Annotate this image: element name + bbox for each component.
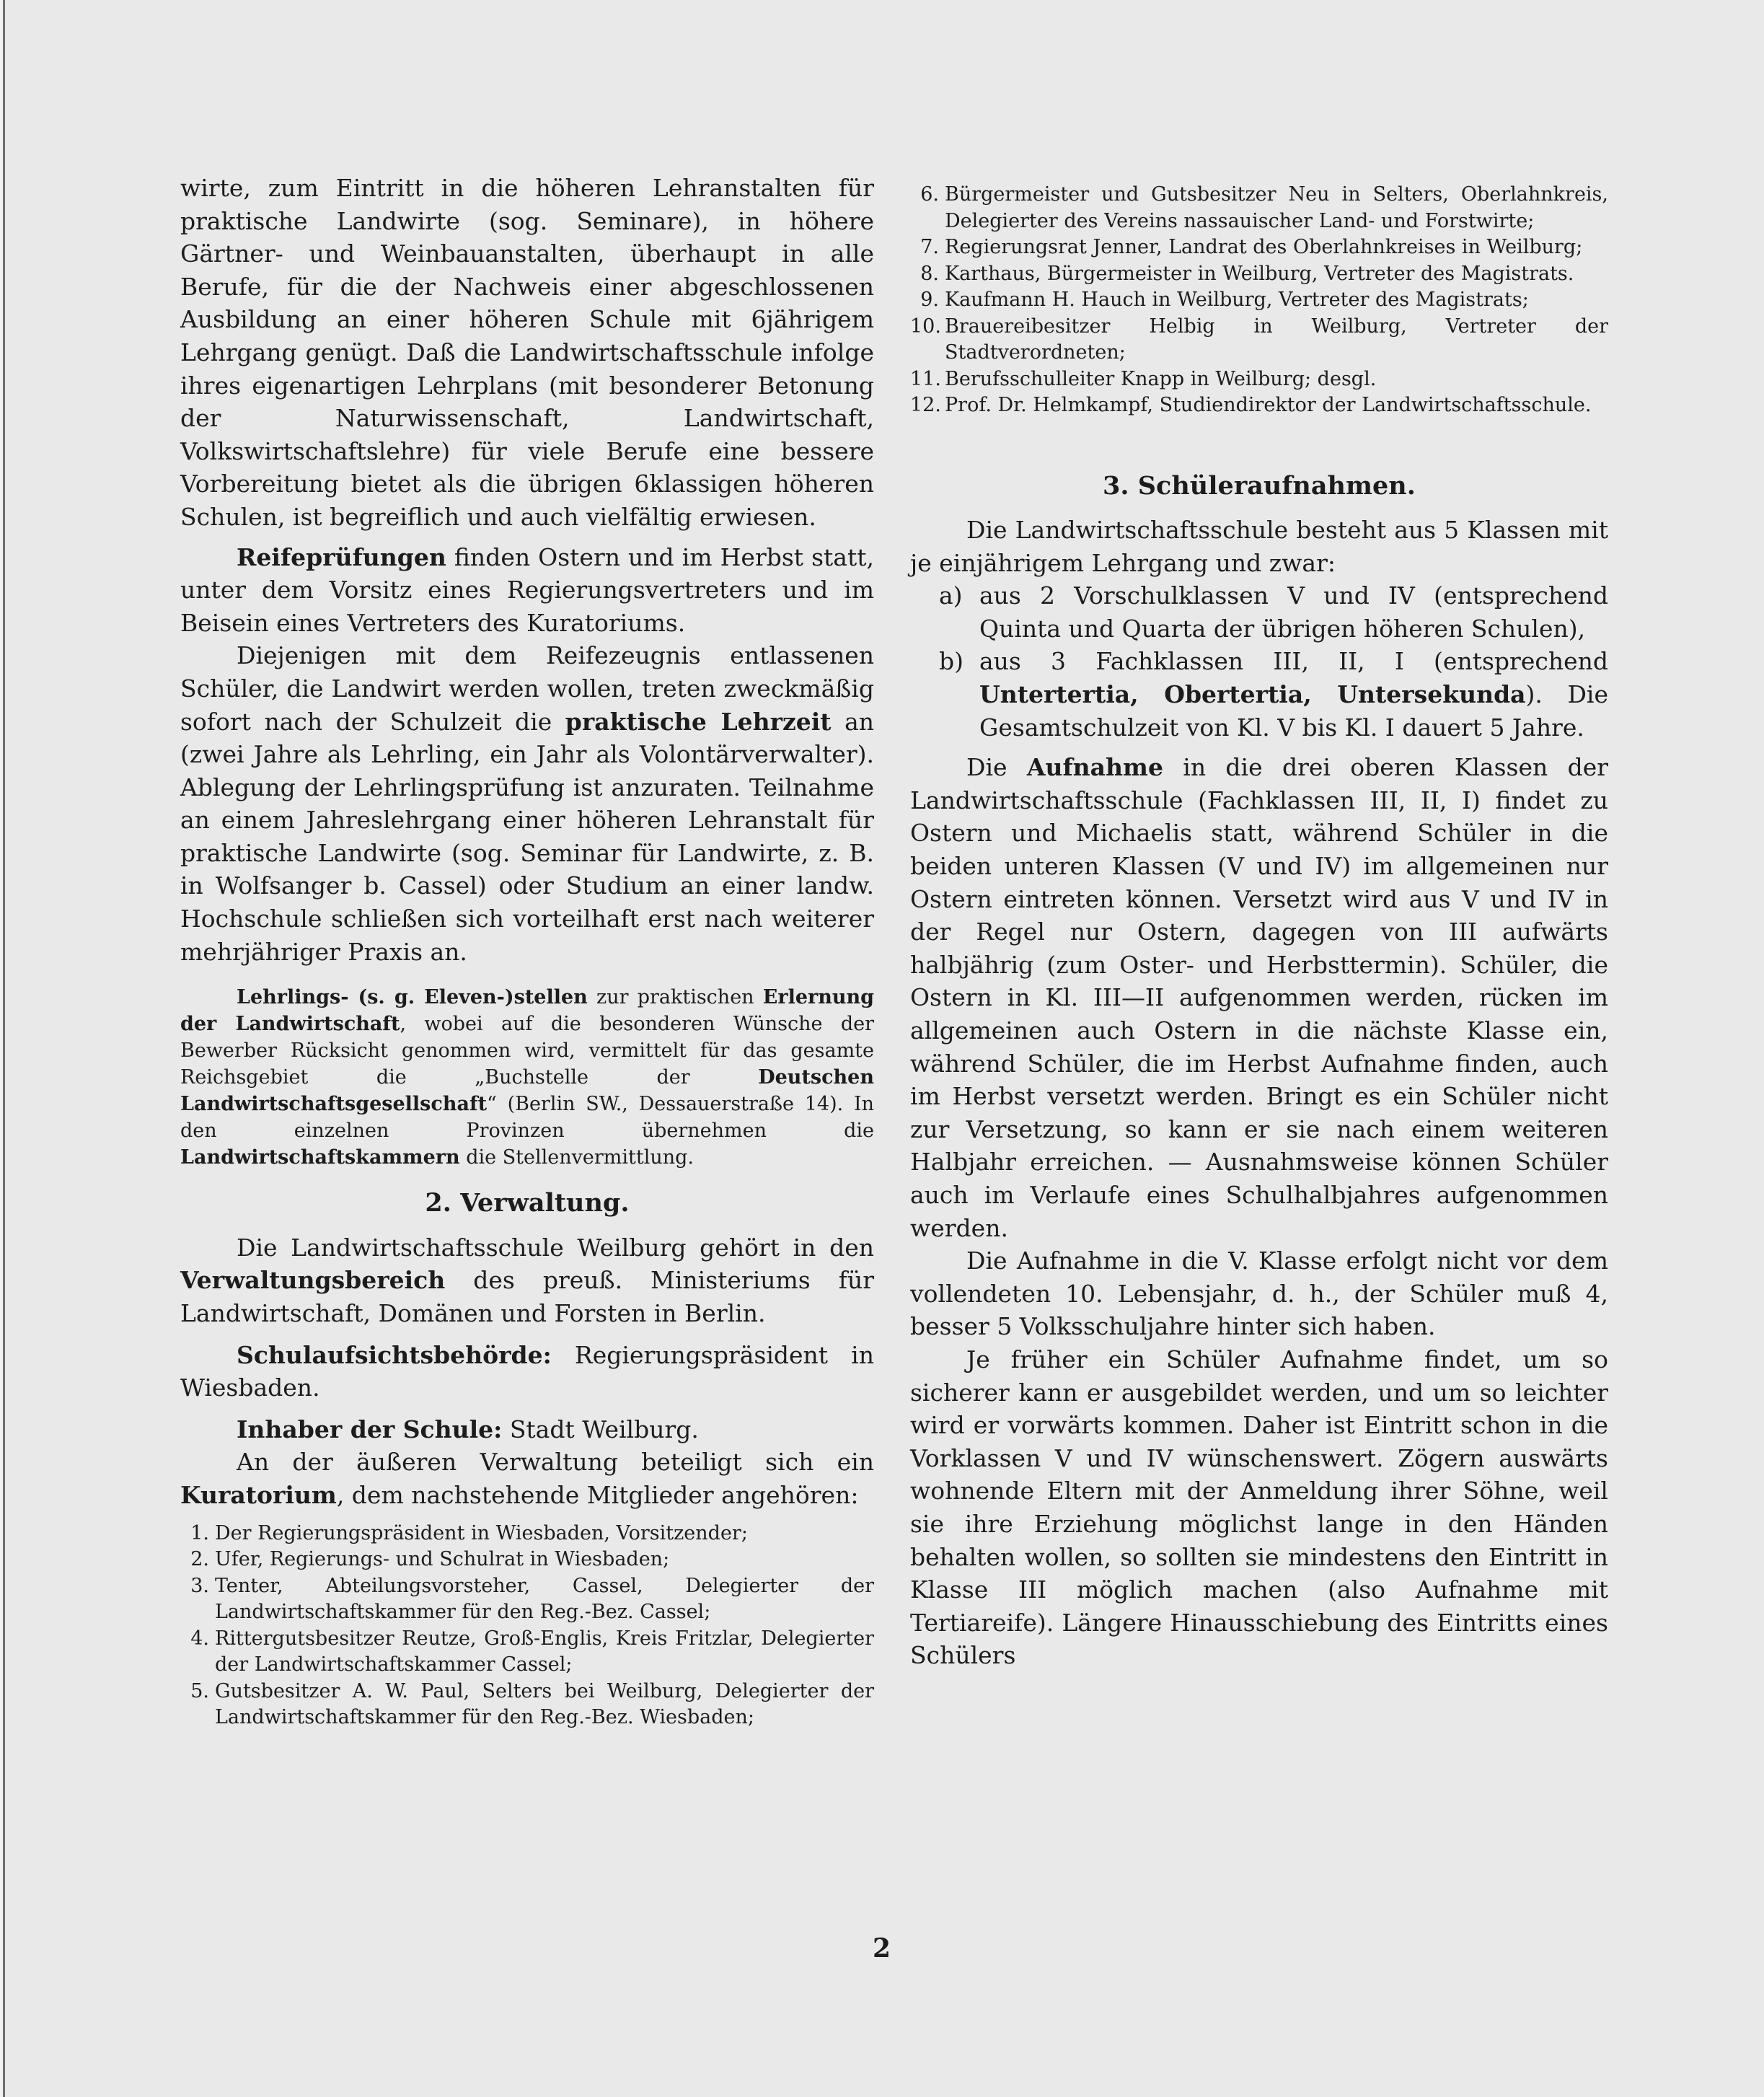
member-text: Bürgermeister und Gutsbesitzer Neu in Selters, Oberlahnkreis, Delegierter des Vereins nassauischer Land- und Forstwirte;	[945, 183, 1608, 232]
class-names-term: Untertertia, Obertertia, Untersekunda	[979, 680, 1526, 709]
member-list-item	[910, 234, 1608, 261]
inhaber-paragraph	[180, 1413, 874, 1446]
member-number: 1.	[190, 1521, 209, 1544]
member-list-right	[910, 182, 1608, 419]
member-list-item	[910, 182, 1608, 234]
member-number: 2.	[190, 1548, 209, 1571]
member-text: Brauereibesitzer Helbig in Weilburg, Vertreter der Stadtverordneten;	[945, 315, 1608, 364]
member-number: 8.	[920, 262, 939, 285]
member-text: Tenter, Abteilungsvorsteher, Cassel, Delegierter der Landwirtschaftskammer für den Reg.-Bez. Cassel;	[215, 1574, 874, 1624]
member-list-item	[910, 392, 1608, 419]
member-number: 12.	[910, 394, 941, 416]
lehrlingsstellen-paragraph	[180, 984, 874, 1171]
member-text: Kaufmann H. Hauch in Weilburg, Vertreter des Magistrats;	[945, 289, 1529, 311]
member-list-item	[910, 314, 1608, 366]
member-text: Regierungsrat Jenner, Landrat des Oberlahnkreises in Weilburg;	[945, 236, 1583, 258]
section-heading-schueleraufnahmen: 3. Schüleraufnahmen.	[1103, 470, 1416, 501]
reifepruefungen-text: finden Ostern und im Herbst statt, unter dem Vorsitz eines Regierungsvertreters und im Beisein eines Vertreters des Kuratoriums.	[180, 542, 874, 637]
member-number: 10.	[910, 315, 941, 338]
aufnahme-text-2: in die drei oberen Klassen der Landwirtschaftsschule (Fachklassen III, II, I) findet zu Ostern und Michaelis statt, während Schüler in die beiden unteren Klassen (V und IV) im allgemeinen nur Ostern eintreten können. Versetzt wird aus V und IV in der Regel nur Ostern, dagegen von III aufwärts halbjährig (zum Oster- und Herbsttermin). Schüler, die Ostern in Kl. III—II aufgenommen werden, rücken im allgemeinen auch Ostern in die nächste Klasse ein, während Schüler, die im Herbst Aufnahme finden, auch im Herbst versetzt werden. Bringt es ein Schüler nicht zur Versetzung, so kann er sie nach einem weiteren Halbjahr erreichen. — Ausnahmsweise können Schüler auch im Verlaufe eines Schulhalbjahres aufgenommen werden.	[910, 753, 1608, 1242]
page-edge-shadow	[3, 0, 5, 2097]
erlernung-term: Erlernung der Landwirtschaft	[180, 986, 875, 1036]
member-list-item	[180, 1547, 874, 1573]
reifepruefungen-paragraph	[180, 541, 874, 640]
inhaber-term: Inhaber der Schule:	[237, 1415, 503, 1443]
member-list-item	[180, 1573, 874, 1626]
inhaber-text: Stadt Weilburg.	[502, 1415, 699, 1443]
kuratorium-text-2: , dem nachstehende Mitglieder angehören:	[336, 1481, 859, 1509]
schulaufsicht-paragraph	[180, 1339, 874, 1404]
lehrzeit-text-2: an (zwei Jahre als Lehrling, ein Jahr als Volontärverwalter). Ablegung der Lehrlingsprüfung ist anzuraten. Teilnahme an einem Jahreslehrgang einer höheren Lehranstalt für praktische Landwirte (sog. Seminar für Landwirte, z. B. in Wolfsanger b. Cassel) oder Studium an einer landw. Hochschule schließen sich vorteilhaft erst nach weiterer mehrjähriger Praxis an.	[180, 707, 875, 966]
member-list-item	[180, 1521, 874, 1547]
lehrlingsstellen-text-2: , wobei auf die besonderen Wünsche der Bewerber Rücksicht genommen wird, vermittelt für das gesamte Reichsgebiet die „Buchstelle der	[180, 1013, 875, 1089]
class-item-text-1: aus 3 Fachklassen III, II, I (entsprechend	[979, 647, 1608, 676]
member-list-item	[180, 1679, 874, 1731]
member-text: Karthaus, Bürgermeister in Weilburg, Vertreter des Magistrats.	[945, 262, 1574, 285]
intro-paragraph: wirte, zum Eintritt in die höheren Lehranstalten für praktische Landwirte (sog. Seminare), in höhere Gärtner- und Weinbauanstalten, überhaupt in alle Berufe, für die der Nachweis einer abgeschlossenen Ausbildung an einer höheren Schule mit 6jährigem Lehrgang genügt. Daß die Landwirtschaftsschule infolge ihres eigenartigen Lehrplans (mit besonderer Betonung der Naturwissenschaft, Landwirtschaft, Volkswirtschaftslehre) für viele Berufe eine bessere Vorbereitung bietet als die übrigen 6klassigen höheren Schulen, ist begreiflich und auch vielfältig erwiesen.	[180, 174, 874, 531]
klassen-intro-paragraph: Die Landwirtschaftsschule besteht aus 5 Klassen mit je einjährigem Lehrgang und zwar:	[910, 516, 1608, 577]
member-list-item	[180, 1626, 874, 1679]
member-number: 5.	[190, 1679, 209, 1702]
member-list-item	[910, 366, 1608, 393]
member-text: Berufsschulleiter Knapp in Weilburg; desgl.	[945, 367, 1377, 390]
left-column	[180, 172, 874, 1731]
klasse-v-paragraph: Die Aufnahme in die V. Klasse erfolgt nicht vor dem vollendeten 10. Lebensjahr, d. h., der Schüler muß 4, besser 5 Volksschuljahre hinter sich haben.	[910, 1247, 1608, 1341]
schulaufsicht-text: Regierungspräsident in Wiesbaden.	[180, 1340, 874, 1402]
schulaufsicht-term: Schulaufsichtsbehörde:	[237, 1340, 552, 1369]
lehrzeit-text-1: Diejenigen mit dem Reifezeugnis entlassenen Schüler, die Landwirt werden wollen, treten zweckmäßig sofort nach der Schulzeit die	[180, 641, 874, 736]
class-item-text: aus 2 Vorschulklassen V und IV (entsprechend Quinta und Quarta der übrigen höheren Schulen),	[979, 581, 1608, 643]
lehrlingsstellen-text-4: die Stellenvermittlung.	[459, 1146, 694, 1169]
aufnahme-paragraph	[910, 751, 1608, 1244]
class-item-a	[910, 579, 1608, 645]
frueher-paragraph: Je früher ein Schüler Aufnahme findet, um so sicherer kann er ausgebildet werden, und um so leichter wird er vorwärts kommen. Daher ist Eintritt schon in die Vorklassen V und IV wünschenswert. Zögern auswärts wohnende Eltern mit der Anmeldung ihrer Söhne, weil sie ihre Erziehung möglichst lange in den Händen behalten wollen, so sollten sie mindestens den Eintritt in Klasse III möglich machen (also Aufnahme mit Tertiareife). Längere Hinausschiebung des Eintritts eines Schülers	[910, 1345, 1608, 1670]
member-text: Der Regierungspräsident in Wiesbaden, Vorsitzender;	[215, 1521, 748, 1544]
section-heading-verwaltung: 2. Verwaltung.	[425, 1188, 630, 1218]
member-number: 9.	[920, 289, 939, 311]
member-text: Ufer, Regierungs- und Schulrat in Wiesbaden;	[215, 1548, 670, 1571]
lehrlingsstellen-term: Lehrlings- (s. g. Eleven-)stellen	[237, 986, 588, 1009]
page-number: 2	[873, 1933, 891, 1964]
verwaltung-paragraph	[180, 1231, 874, 1330]
class-item-text-2: ). Die Gesamtschulzeit von Kl. V bis Kl. I dauert 5 Jahre.	[979, 680, 1608, 742]
member-text: Prof. Dr. Helmkampf, Studiendirektor der Landwirtschaftsschule.	[945, 394, 1592, 416]
right-column	[910, 182, 1608, 1672]
member-text: Rittergutsbesitzer Reutze, Groß-Englis, Kreis Fritzlar, Delegierter der Landwirtschaftskammer Cassel;	[215, 1627, 874, 1676]
member-list-item	[910, 261, 1608, 288]
kammern-term: Landwirtschaftskammern	[180, 1146, 460, 1169]
verwaltung-text-1: Die Landwirtschaftsschule Weilburg gehört in den	[237, 1233, 874, 1262]
lehrzeit-term: praktische Lehrzeit	[565, 707, 832, 736]
class-item-label: b)	[939, 647, 963, 676]
dlg-term: Deutschen Landwirtschaftsgesellschaft	[180, 1066, 874, 1116]
member-number: 6.	[920, 183, 939, 206]
aufnahme-term: Aufnahme	[1026, 753, 1163, 782]
lehrzeit-paragraph	[180, 639, 874, 968]
member-number: 11.	[910, 367, 941, 390]
kuratorium-paragraph	[180, 1446, 874, 1511]
aufnahme-text-1: Die	[966, 753, 1027, 782]
member-list-item	[910, 287, 1608, 314]
kuratorium-term: Kuratorium	[180, 1481, 337, 1509]
class-item-b	[910, 645, 1608, 744]
member-number: 7.	[920, 236, 939, 258]
verwaltung-text-2: des preuß. Ministeriums für Landwirtschaft, Domänen und Forsten in Berlin.	[180, 1266, 874, 1328]
class-item-label: a)	[939, 581, 963, 610]
lehrlingsstellen-text-1: zur praktischen	[587, 986, 763, 1009]
member-text: Gutsbesitzer A. W. Paul, Selters bei Weilburg, Delegierter der Landwirtschaftskammer für den Reg.-Bez. Wiesbaden;	[215, 1679, 874, 1729]
reifepruefungen-term: Reifeprüfungen	[237, 542, 446, 571]
kuratorium-text-1: An der äußeren Verwaltung beteiligt sich ein	[237, 1448, 874, 1477]
member-list-left	[180, 1521, 874, 1731]
lehrlingsstellen-text-3: “ (Berlin SW., Dessauerstraße 14). In den einzelnen Provinzen übernehmen die	[180, 1093, 874, 1143]
member-number: 3.	[190, 1574, 209, 1597]
member-number: 4.	[190, 1627, 209, 1650]
verwaltungsbereich-term: Verwaltungsbereich	[180, 1266, 446, 1295]
